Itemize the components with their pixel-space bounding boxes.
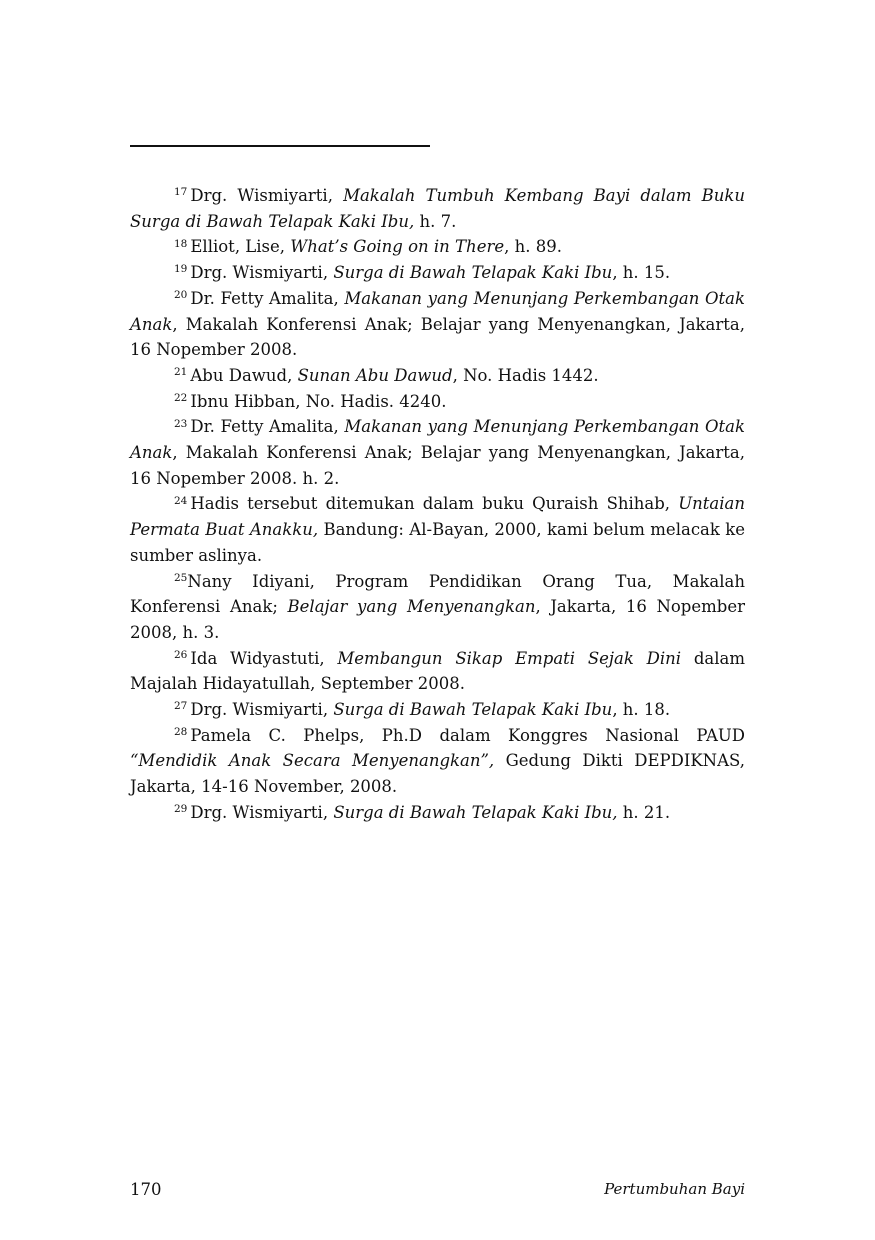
footnote-title-italic: Surga di Bawah Telapak Kaki Ibu	[333, 700, 613, 720]
footnote-title-italic: What’s Going on in There	[290, 237, 505, 257]
footnote-number: 25	[174, 571, 188, 584]
footnote-text: , Makalah Konferensi Anak; Belajar yang Menyenangkan, Jakarta, 16 Nopember 2008. h. 2.	[130, 443, 745, 488]
footnote-title-italic: Membangun Sikap Empati Sejak Dini	[337, 648, 682, 668]
footnote-25	[130, 569, 745, 646]
footnote-19	[130, 260, 745, 286]
footnote-number: 22	[174, 391, 188, 404]
footnote-number: 23	[174, 417, 188, 430]
footnotes-list	[130, 183, 745, 826]
footnote-18	[130, 234, 745, 260]
footnote-number: 28	[174, 726, 188, 738]
footnote-title-italic: Belajar yang Menyenangkan	[287, 597, 536, 617]
footnote-21	[130, 363, 745, 389]
footnote-title-italic: Sunan Abu Dawud	[297, 365, 453, 385]
footnote-23	[130, 414, 745, 491]
footnote-text: dalam Majalah Hidayatullah, September 2008.	[130, 648, 745, 694]
footnote-title-italic: Makanan yang Menunjang Perkembangan Otak Anak	[130, 288, 746, 334]
footnote-text: Hadis tersebut ditemukan dalam buku Quraish Shihab,	[190, 494, 679, 514]
footnote-29	[130, 800, 745, 826]
footnote-17	[130, 183, 745, 234]
footnote-separator-rule	[130, 145, 430, 147]
footnote-text: Dr. Fetty Amalita,	[190, 288, 345, 308]
footnote-text: Drg. Wismiyarti,	[190, 700, 334, 720]
footnote-text: , h. 89.	[504, 237, 562, 257]
footnote-26	[130, 646, 745, 697]
footnote-text: Drg. Wismiyarti,	[190, 263, 334, 283]
footnote-27	[130, 697, 745, 723]
footnote-text: , h. 18.	[612, 700, 671, 720]
footnote-text: h. 21.	[617, 802, 671, 822]
footnote-title-italic: Makalah Tumbuh Kembang Bayi dalam Buku Surga di Bawah Telapak Kaki Ibu,	[130, 186, 745, 231]
footnote-number: 21	[174, 366, 188, 379]
footnote-text: Gedung Dikti DEPDIKNAS, Jakarta, 14-16 November, 2008.	[130, 751, 745, 797]
footnote-number: 19	[174, 263, 188, 276]
footnote-text: , h. 15.	[612, 263, 671, 283]
footnote-text: Dr. Fetty Amalita,	[190, 417, 345, 437]
footnote-text: , No. Hadis 1442.	[452, 365, 599, 385]
footnote-text: Abu Dawud,	[190, 365, 298, 385]
footnote-number: 27	[174, 700, 188, 713]
footnote-number: 18	[174, 237, 188, 250]
footnote-text: Bandung: Al-Bayan, 2000, kami belum melacak ke sumber aslinya.	[130, 520, 745, 565]
footnote-text: Ibnu Hibban, No. Hadis. 4240.	[190, 391, 447, 411]
footnote-24	[130, 491, 745, 568]
footnote-text: Drg. Wismiyarti,	[190, 802, 334, 822]
footnote-20	[130, 286, 745, 363]
footnote-number: 17	[174, 186, 188, 199]
footnote-text: , Makalah Konferensi Anak; Belajar yang Menyenangkan, Jakarta, 16 Nopember 2008.	[130, 314, 745, 360]
footnote-text: Pamela C. Phelps, Ph.D dalam Konggres Nasional PAUD	[190, 725, 745, 745]
footnote-text: h. 7.	[414, 211, 457, 231]
running-head: Pertumbuhan Bayi	[604, 1180, 745, 1198]
footnote-text: Ida Widyastuti,	[190, 648, 338, 668]
footnote-title-italic: Surga di Bawah Telapak Kaki Ibu	[333, 263, 613, 283]
footnote-number: 29	[174, 803, 188, 816]
footnote-number: 24	[174, 494, 188, 507]
footnote-text: , Jakarta, 16 Nopember 2008, h. 3.	[130, 597, 745, 642]
footnote-title-italic: Surga di Bawah Telapak Kaki Ibu,	[333, 802, 618, 822]
footnote-title-italic: Makanan yang Menunjang Perkembangan Otak Anak	[130, 417, 746, 463]
footnote-22	[130, 389, 745, 415]
page-number: 170	[130, 1180, 162, 1199]
footnote-text: Elliot, Lise,	[190, 237, 291, 257]
footnote-title-italic: Untaian Permata Buat Anakku,	[130, 494, 745, 540]
footnote-text: Nany Idiyani, Program Pendidikan Orang Tua, Makalah Konferensi Anak;	[130, 571, 745, 617]
footnote-number: 20	[174, 289, 188, 302]
footnote-number: 26	[174, 648, 188, 661]
footnote-title-italic: “Mendidik Anak Secara Menyenangkan”,	[130, 751, 495, 771]
footnote-text: Drg. Wismiyarti,	[190, 186, 344, 205]
footnote-28	[130, 723, 745, 800]
